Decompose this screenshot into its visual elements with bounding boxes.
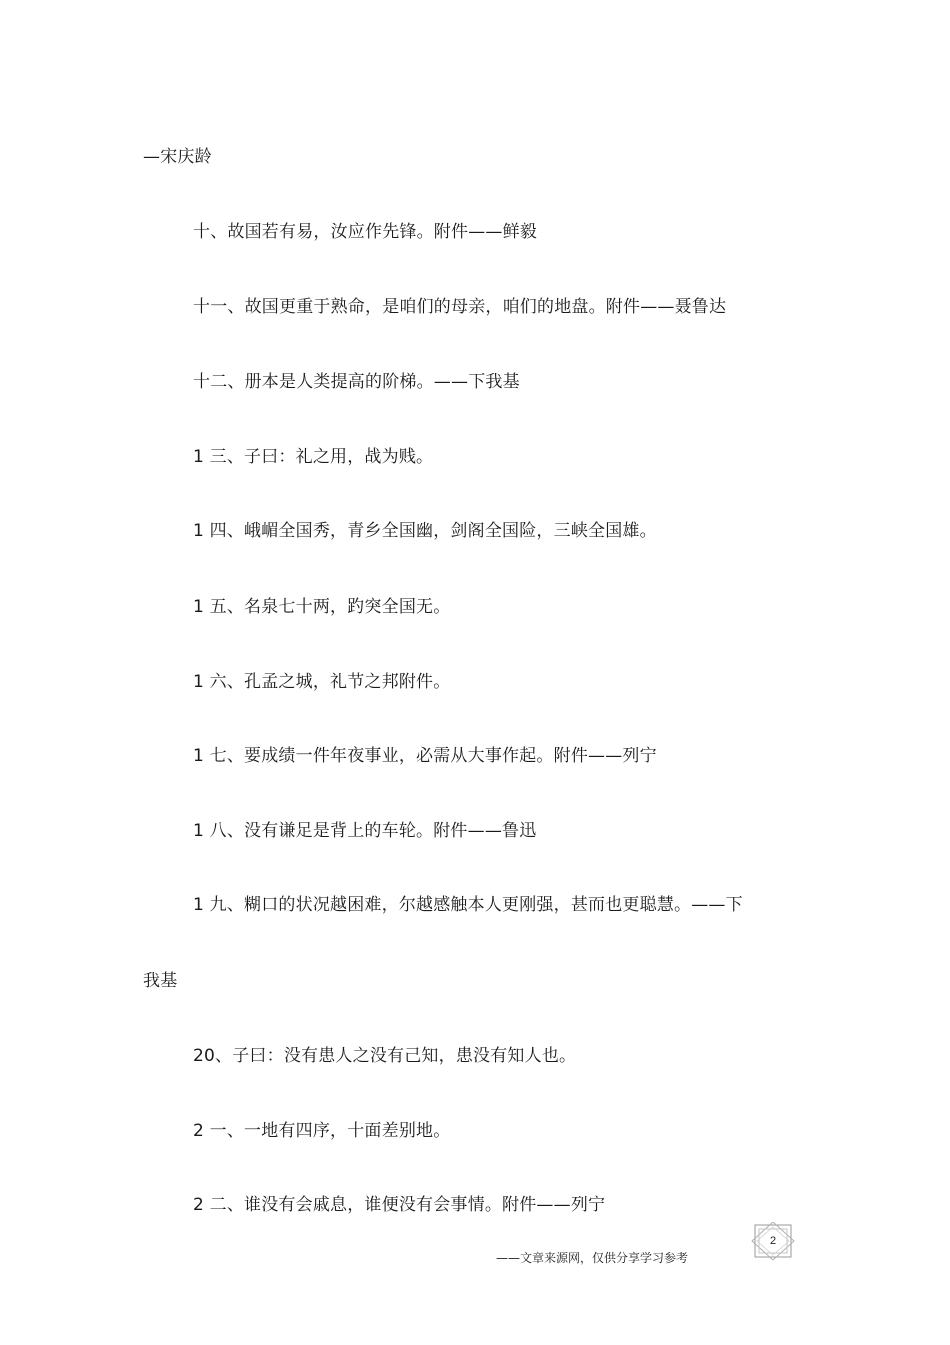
text-line: 1 八、没有谦足是背上的车轮。附件——鲁迅 — [193, 821, 537, 841]
text-line: 2 一、一地有四序，十面差别地。 — [193, 1121, 451, 1141]
text-line: 十二、册本是人类提高的阶梯。——下我基 — [193, 372, 520, 392]
text-line: 1 七、要成绩一件年夜事业，必需从大事作起。附件——列宁 — [193, 746, 657, 766]
page-number: 2 — [769, 1235, 777, 1247]
text-line: 1 三、子曰：礼之用，战为贱。 — [193, 447, 434, 467]
text-line: —宋庆龄 — [143, 147, 212, 167]
page-number-badge — [750, 1222, 796, 1262]
text-line: 十一、故国更重于熟命，是咱们的母亲，咱们的地盘。附件——聂鲁达 — [193, 297, 727, 317]
text-line: 1 四、峨嵋全国秀，青乡全国幽，剑阁全国险，三峡全国雄。 — [193, 521, 657, 541]
text-line: 我基 — [143, 971, 178, 991]
text-line: 1 五、名泉七十两，趵突全国无。 — [193, 597, 451, 617]
text-line: 2 二、谁没有会戚息，谁便没有会事情。附件——列宁 — [193, 1195, 606, 1215]
text-line: 1 六、孔孟之城，礼节之邦附件。 — [193, 672, 451, 692]
text-line: 1 九、糊口的状况越困难，尔越感触本人更刚强，甚而也更聪慧。——下 — [193, 895, 743, 915]
text-line: 十、故国若有易，汝应作先锋。附件——鲜毅 — [193, 222, 537, 242]
footer-source-text: ——文章来源网，仅供分享学习参考 — [496, 1251, 689, 1265]
text-line: 20、子曰：没有患人之没有己知，患没有知人也。 — [193, 1046, 577, 1066]
